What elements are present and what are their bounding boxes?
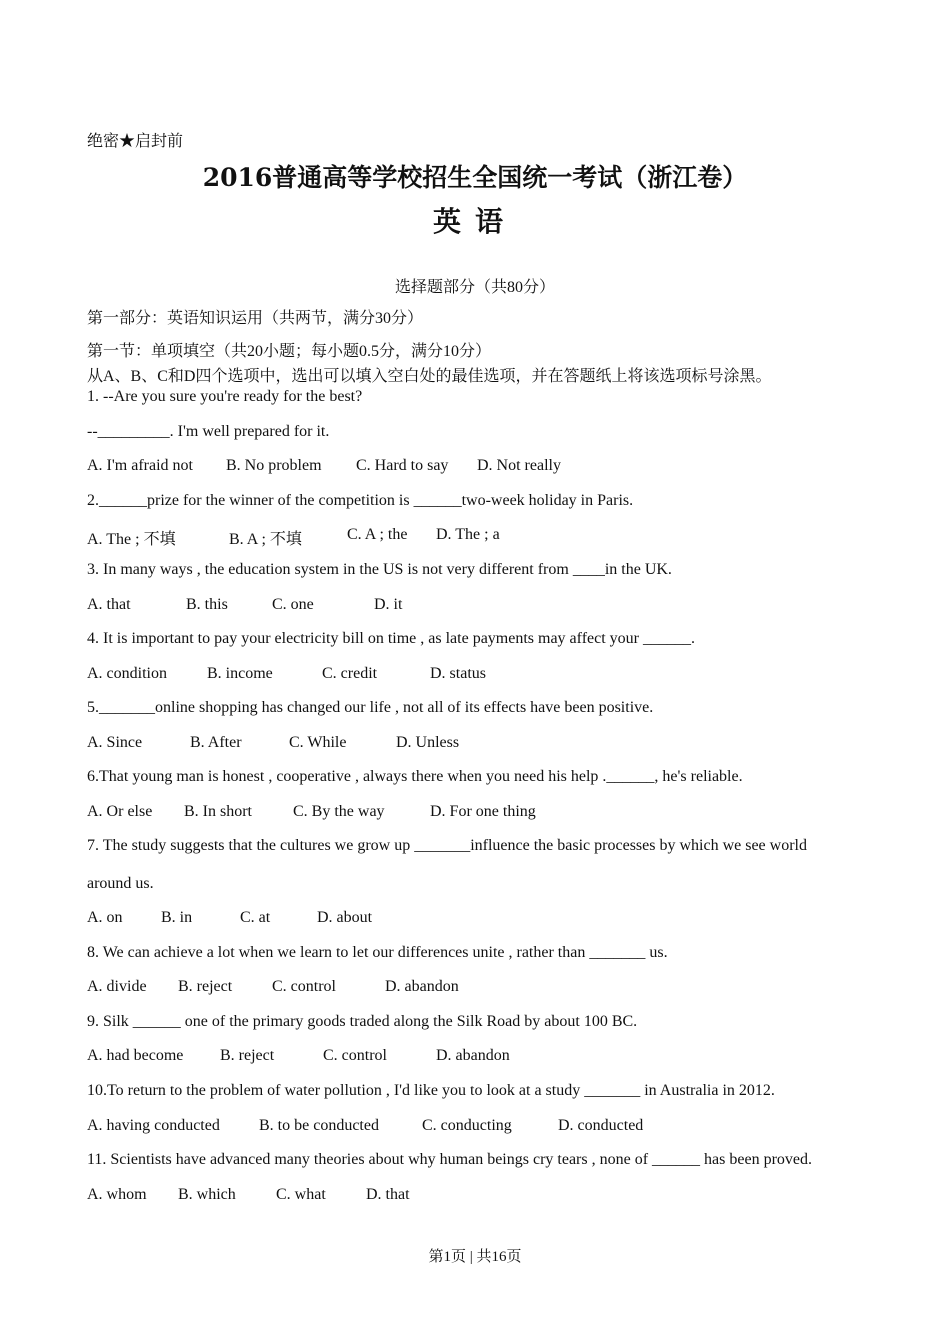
option-a: A. that: [87, 596, 131, 613]
subject-title: 英语: [432, 205, 517, 238]
option-b: B. this: [186, 596, 228, 613]
option-d: D. For one thing: [430, 803, 536, 820]
option-a: A. Since: [87, 734, 143, 751]
option-a: A. divide: [87, 978, 147, 995]
question-stem: 11. Scientists have advanced many theories about why human beings cry tears , none of ______ has been proved.: [87, 1151, 812, 1168]
option-a: A. whom: [87, 1186, 147, 1203]
seal-label: 绝密★启封前: [87, 133, 184, 150]
question-stem: 3. In many ways , the education system in the US is not very different from ____in the UK.: [87, 561, 672, 578]
option-a: A. having conducted: [87, 1117, 220, 1134]
question-stem: 10.To return to the problem of water pollution , I'd like you to look at a study _______ in Australia in 2012.: [87, 1082, 775, 1099]
question-stem: 4. It is important to pay your electricity bill on time , as late payments may affect your ______.: [87, 630, 695, 647]
option-a: A. had become: [87, 1047, 184, 1064]
option-b: B. which: [178, 1186, 236, 1203]
option-d: D. Unless: [396, 734, 460, 751]
option-b: B. No problem: [226, 457, 322, 474]
option-b: B. income: [207, 665, 273, 682]
option-c: C. one: [272, 596, 314, 613]
option-a: A. I'm afraid not: [87, 457, 193, 474]
option-d: D. The ; a: [436, 526, 500, 543]
option-d: D. abandon: [385, 978, 459, 995]
option-a: A. The ; 不填: [87, 531, 176, 548]
option-d: D. conducted: [558, 1117, 644, 1134]
option-d: D. it: [374, 596, 403, 613]
option-c: C. control: [272, 978, 336, 995]
option-b: B. In short: [184, 803, 252, 820]
option-c: C. at: [240, 909, 271, 926]
option-a: A. condition: [87, 665, 167, 682]
option-b: B. to be conducted: [259, 1117, 379, 1134]
option-b: B. A ; 不填: [229, 531, 302, 548]
option-b: B. After: [190, 734, 242, 751]
question-stem: 9. Silk ______ one of the primary goods traded along the Silk Road by about 100 BC.: [87, 1013, 638, 1030]
option-a: A. on: [87, 909, 123, 926]
section-one-heading: 第一节：单项填空（共20小题；每小题0.5分，满分10分）: [87, 343, 492, 360]
part-title: 选择题部分（共80分）: [394, 279, 555, 296]
option-d: D. about: [317, 909, 373, 926]
option-d: D. Not really: [477, 457, 561, 474]
option-d: D. status: [430, 665, 486, 682]
option-c: C. While: [289, 734, 347, 751]
option-b: B. in: [161, 909, 193, 926]
option-c: C. Hard to say: [356, 457, 449, 474]
question-stem-continued: --_________. I'm well prepared for it.: [87, 423, 330, 440]
page-footer: 第1页 | 共16页: [428, 1249, 522, 1265]
option-b: B. reject: [220, 1047, 275, 1064]
option-c: C. control: [323, 1047, 387, 1064]
part-one-heading: 第一部分：英语知识运用（共两节，满分30分）: [87, 310, 424, 327]
question-stem: 5._______online shopping has changed our life , not all of its effects have been positive.: [87, 699, 654, 716]
option-c: C. what: [276, 1186, 326, 1203]
option-c: C. conducting: [422, 1117, 512, 1134]
option-d: D. that: [366, 1186, 410, 1203]
question-stem: 1. --Are you sure you're ready for the best?: [87, 388, 363, 405]
option-a: A. Or else: [87, 803, 153, 820]
question-stem: 2.______prize for the winner of the competition is ______two-week holiday in Paris.: [87, 492, 634, 509]
exam-title: 2016普通高等学校招生全国统一考试（浙江卷）: [202, 163, 748, 192]
option-d: D. abandon: [436, 1047, 510, 1064]
instruction: 从A、B、C和D四个选项中，选出可以填入空白处的最佳选项，并在答题纸上将该选项标号涂黑。: [87, 368, 772, 385]
option-c: C. credit: [322, 665, 378, 682]
option-c: C. By the way: [293, 803, 385, 820]
option-c: C. A ; the: [347, 526, 408, 543]
question-stem: 7. The study suggests that the cultures we grow up _______influence the basic processes by which we see world: [87, 837, 807, 854]
option-b: B. reject: [178, 978, 233, 995]
question-stem: 6.That young man is honest , cooperative , always there when you need his help .______, he's reliable.: [87, 768, 743, 785]
question-stem: 8. We can achieve a lot when we learn to let our differences unite , rather than _______ us.: [87, 944, 668, 961]
question-stem-continued: around us.: [87, 875, 154, 892]
